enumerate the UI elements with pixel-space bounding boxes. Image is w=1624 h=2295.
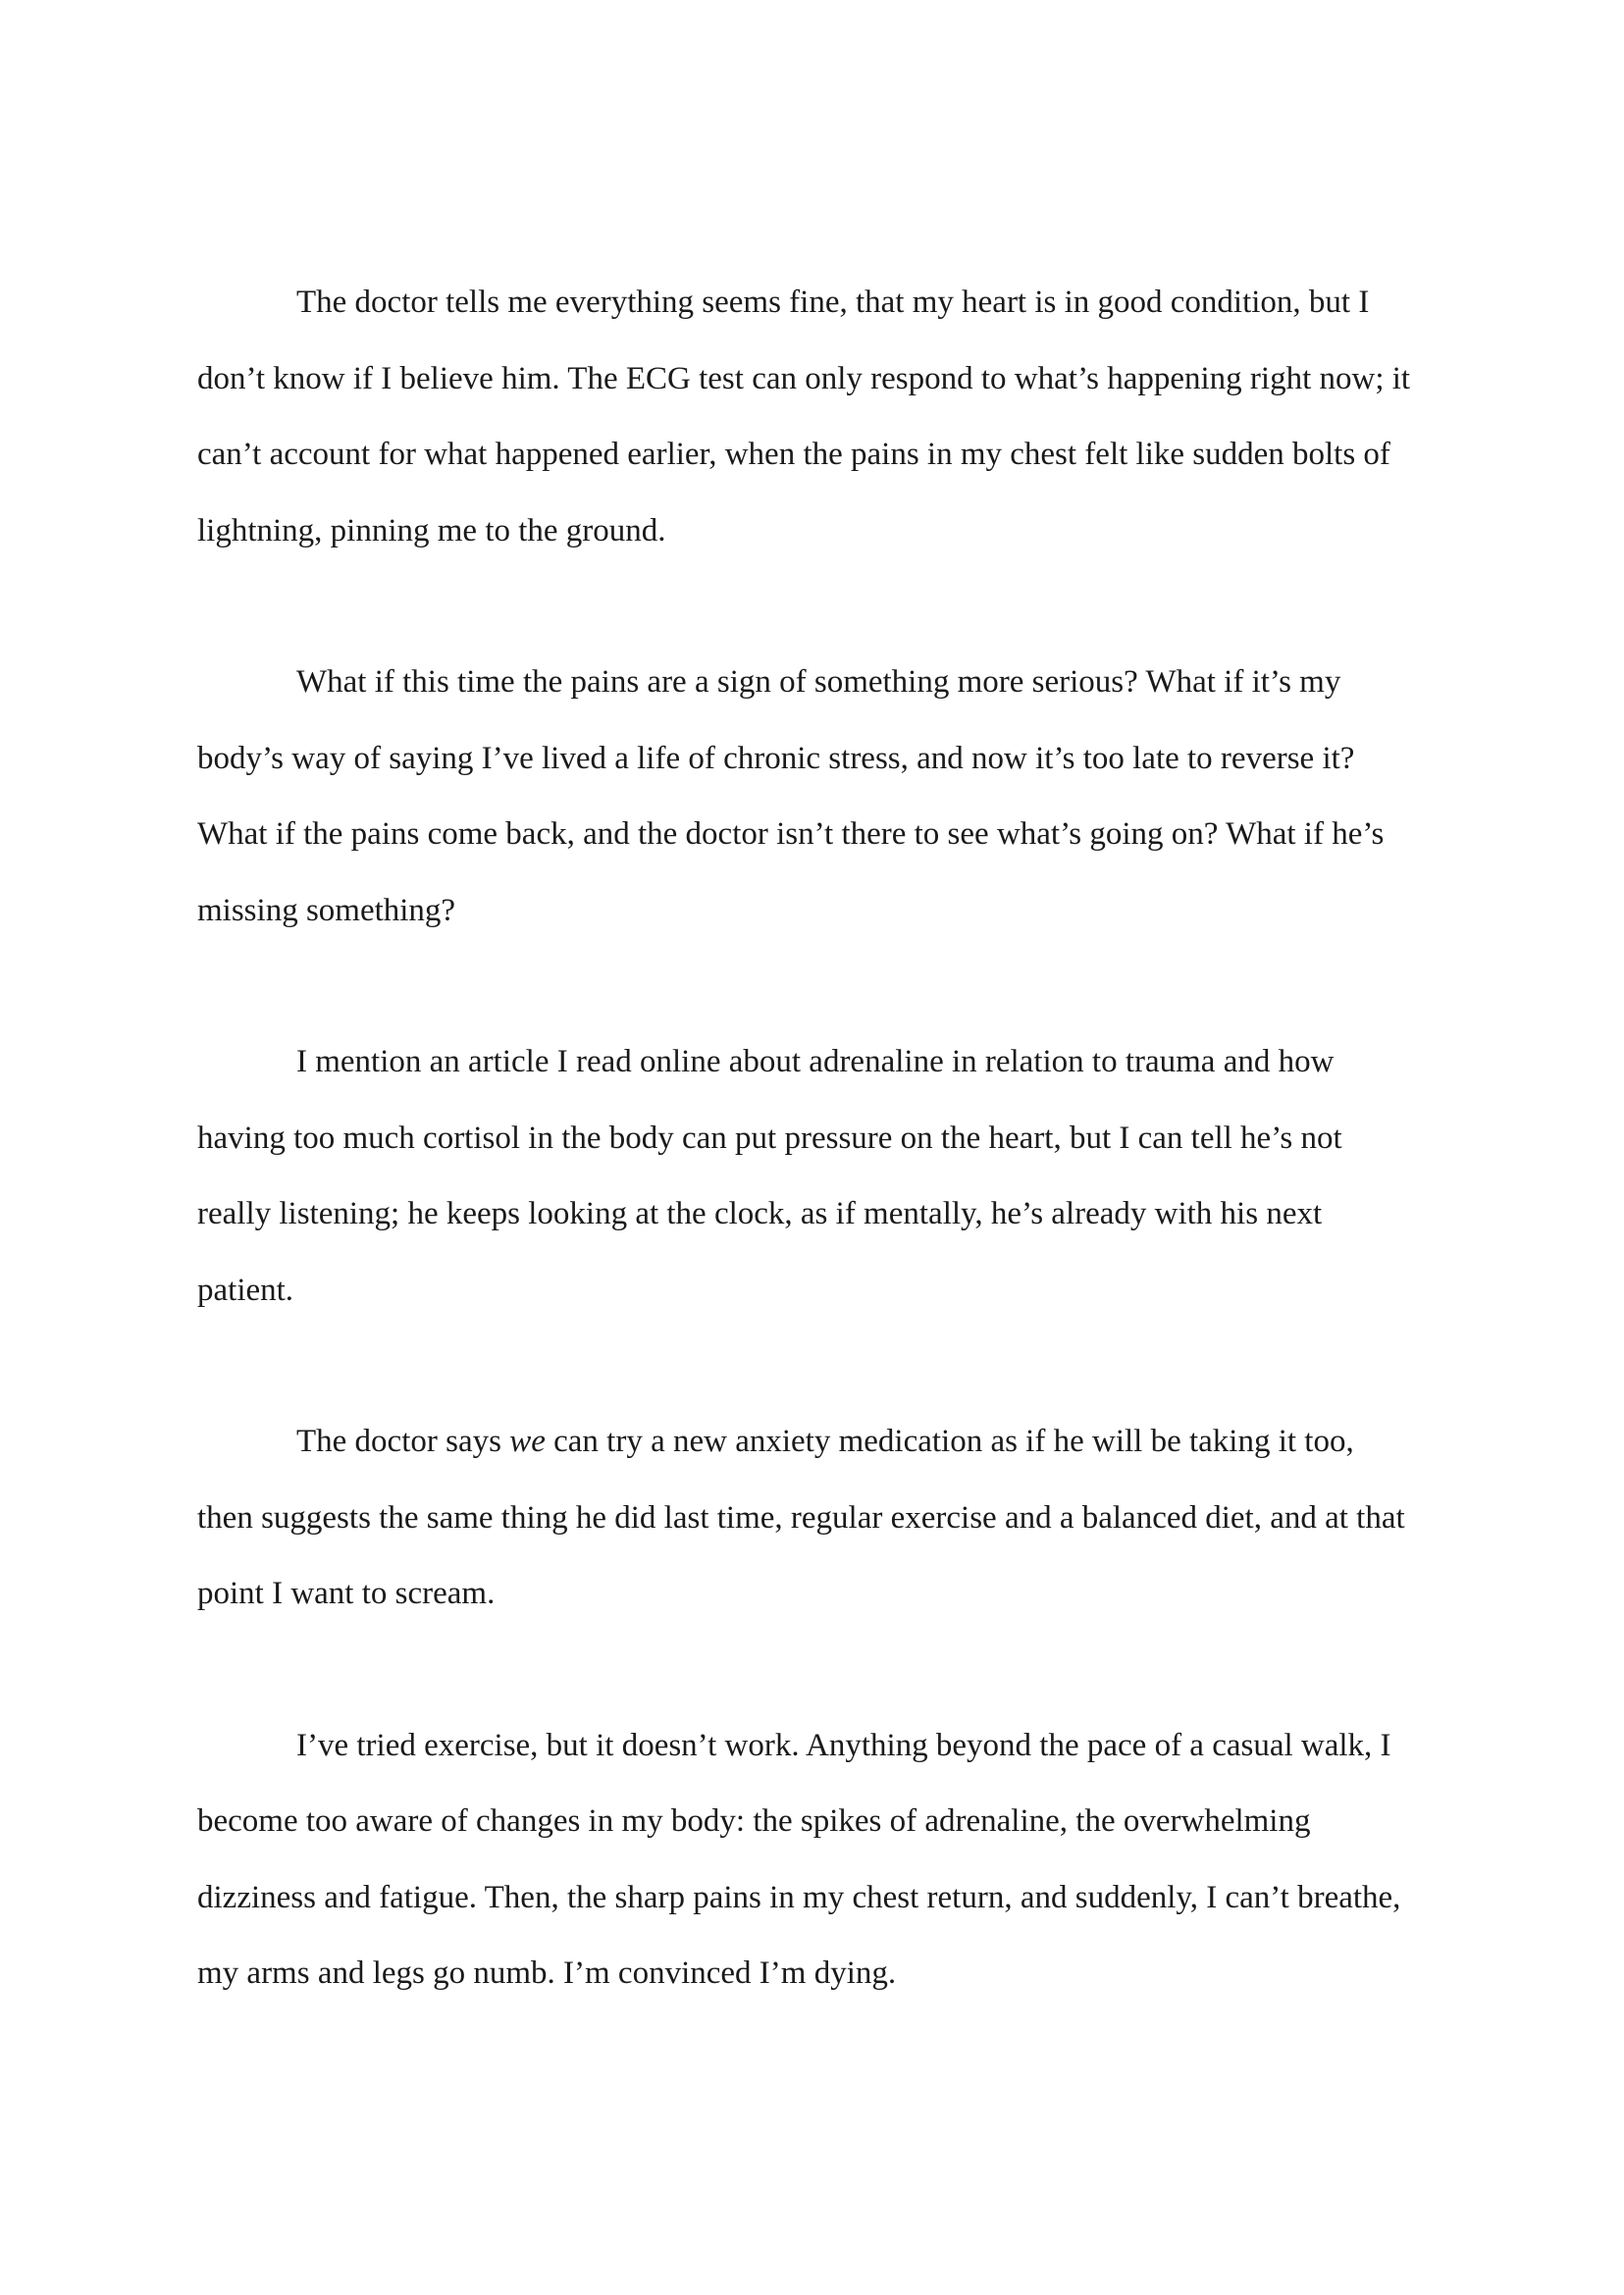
paragraph-4: [197, 1404, 1434, 1633]
text-line: dizziness and fatigue. Then, the sharp pains in my chest return, and suddenly, I can’t breathe,: [197, 1879, 1401, 1915]
text-line: then suggests the same thing he did last time, regular exercise and a balanced diet, and at that: [197, 1499, 1405, 1536]
text-line: my arms and legs go numb. I’m convinced I’m dying.: [197, 1956, 897, 1991]
text-line: point I want to scream.: [197, 1576, 496, 1611]
body-text: [197, 265, 1434, 2088]
text-line: I’ve tried exercise, but it doesn’t work. Anything beyond the pace of a casual walk, I: [296, 1727, 1391, 1763]
text-line: What if this time the pains are a sign of something more serious? What if it’s my: [296, 664, 1341, 700]
text-line: missing something?: [197, 892, 456, 928]
text-line: can’t account for what happened earlier, when the pains in my chest felt like sudden bolts of: [197, 437, 1390, 472]
text-line: I mention an article I read online about adrenaline in relation to trauma and how: [296, 1044, 1335, 1079]
emphasized-word: we: [509, 1424, 546, 1459]
text-line: body’s way of saying I’ve lived a life of chronic stress, and now it’s too late to reverse it?: [197, 740, 1355, 776]
text-segment: can try a new anxiety medication as if he will be taking it too,: [545, 1424, 1354, 1459]
text-line: The doctor tells me everything seems fine, that my heart is in good condition, but I: [296, 285, 1370, 320]
paragraph-5: [197, 1708, 1434, 2012]
paragraph-3: [197, 1024, 1434, 1329]
text-line: become too aware of changes in my body: the spikes of adrenaline, the overwhelming: [197, 1803, 1311, 1839]
text-line: having too much cortisol in the body can put pressure on the heart, but I can tell he’s not: [197, 1120, 1342, 1156]
text-line: really listening; he keeps looking at the clock, as if mentally, he’s already with his next: [197, 1196, 1323, 1231]
text-line: lightning, pinning me to the ground.: [197, 512, 666, 548]
text-segment: The doctor says: [296, 1424, 510, 1459]
text-line: [296, 1424, 1354, 1459]
text-line: patient.: [197, 1272, 294, 1308]
paragraph-2: [197, 645, 1434, 949]
text-line: What if the pains come back, and the doctor isn’t there to see what’s going on? What if he’s: [197, 816, 1385, 852]
text-line: don’t know if I believe him. The ECG test can only respond to what’s happening right now; it: [197, 360, 1411, 396]
paragraph-1: [197, 265, 1434, 569]
